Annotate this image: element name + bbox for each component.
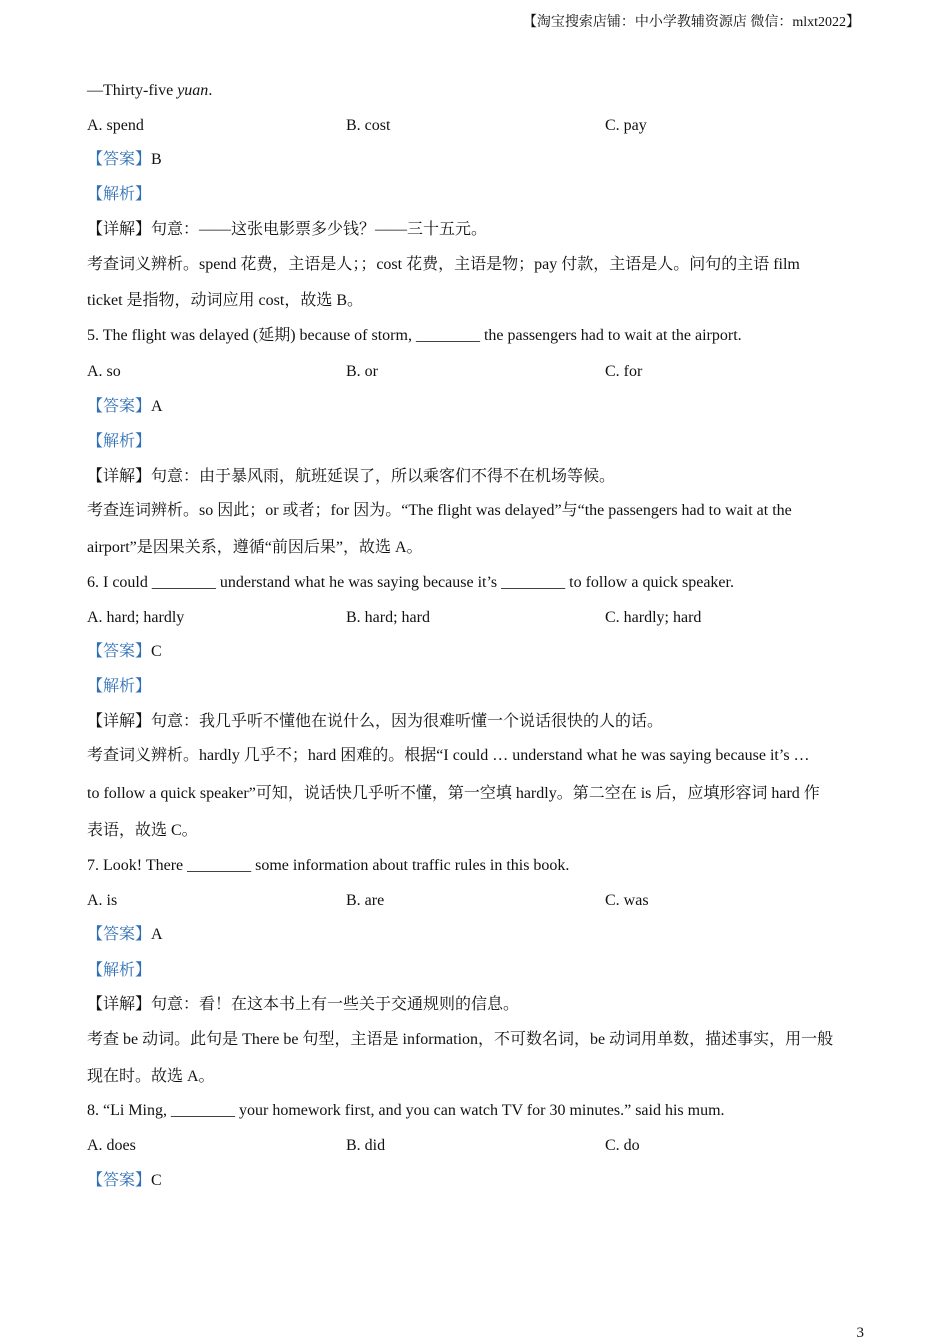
q5-analysis: [87, 432, 151, 452]
q7-explanation-2: 现在时。故选 A。: [87, 1068, 215, 1085]
page-number: 3: [856, 1325, 864, 1341]
q4-answer-value: B: [151, 151, 162, 168]
answer-tag: 【答案】: [87, 1172, 152, 1189]
q6-explanation-1: 考查词义辨析。hardly 几乎不；hard 困难的。根据“I could … understand what he was saying because it’s …: [87, 747, 810, 764]
q5-option-b: B. or: [346, 363, 378, 380]
q6-option-a: A. hard; hardly: [87, 609, 185, 626]
q7-detail: 【详解】句意：看！在这本书上有一些关于交通规则的信息。: [87, 996, 520, 1013]
answer-tag: 【答案】: [87, 643, 152, 660]
q5-option-a: A. so: [87, 363, 121, 380]
q4-option-c: C. pay: [605, 117, 647, 134]
q7-question: 7. Look! There ________ some information about traffic rules in this book.: [87, 857, 570, 874]
q6-explanation-3: 表语，故选 C。: [87, 822, 198, 839]
page-header: 【淘宝搜索店铺：中小学教辅资源店 微信：mlxt2022】: [522, 15, 860, 30]
q8-question: 8. “Li Ming, ________ your homework first, and you can watch TV for 30 minutes.” said his mum.: [87, 1102, 725, 1119]
q5-explanation-2: airport”是因果关系，遵循“前因后果”，故选 A。: [87, 539, 423, 556]
q7-explanation-1: 考查 be 动词。此句是 There be 句型，主语是 information，不可数名词，be 动词用单数，描述事实，用一般: [87, 1031, 834, 1048]
q4-answer-line-prefix: —Thirty-five: [87, 82, 178, 99]
q4-answer: [87, 150, 162, 170]
q8-option-b: B. did: [346, 1137, 386, 1154]
q5-detail: 【详解】句意：由于暴风雨，航班延误了，所以乘客们不得不在机场等候。: [87, 468, 616, 485]
q5-explanation-1: 考查连词辨析。so 因此；or 或者；for 因为。“The flight was delayed”与“the passengers had to wait at the: [87, 502, 792, 519]
q5-answer-value: A: [151, 398, 163, 415]
q5-answer: [87, 397, 163, 417]
q7-answer: [87, 925, 163, 945]
q5-option-c: C. for: [605, 363, 643, 380]
q4-answer-line-suffix: .: [208, 82, 213, 99]
q8-answer-value: C: [151, 1172, 162, 1189]
q6-answer: [87, 642, 162, 662]
analysis-tag: 【解析】: [87, 962, 152, 979]
q4-answer-line-italic: yuan: [177, 82, 209, 99]
q4-detail: 【详解】句意：——这张电影票多少钱？——三十五元。: [87, 221, 488, 238]
q8-option-a: A. does: [87, 1137, 136, 1154]
q6-explanation-2: to follow a quick speaker”可知，说话快几乎听不懂，第一空填 hardly。第二空在 is 后，应填形容词 hard 作: [87, 785, 820, 802]
q7-option-b: B. are: [346, 892, 385, 909]
q6-option-b: B. hard; hard: [346, 609, 430, 626]
q6-question: 6. I could ________ understand what he was saying because it’s ________ to follow a quick speaker.: [87, 574, 734, 591]
q4-explanation-2: ticket 是指物，动词应用 cost，故选 B。: [87, 292, 363, 309]
q4-analysis: [87, 185, 151, 205]
answer-tag: 【答案】: [87, 926, 152, 943]
q7-option-a: A. is: [87, 892, 118, 909]
q6-analysis: [87, 677, 151, 697]
answer-tag: 【答案】: [87, 151, 152, 168]
q7-option-c: C. was: [605, 892, 649, 909]
q6-detail: 【详解】句意：我几乎听不懂他在说什么，因为很难听懂一个说话很快的人的话。: [87, 713, 664, 730]
q5-question: 5. The flight was delayed (延期) because of storm, ________ the passengers had to wait at the airport.: [87, 327, 742, 344]
q4-explanation-1: 考查词义辨析。spend 花费，主语是人；；cost 花费，主语是物；pay 付款，主语是人。问句的主语 film: [87, 256, 800, 273]
analysis-tag: 【解析】: [87, 678, 152, 695]
q8-answer: [87, 1171, 162, 1191]
analysis-tag: 【解析】: [87, 433, 152, 450]
q6-answer-value: C: [151, 643, 162, 660]
q4-option-b: B. cost: [346, 117, 391, 134]
answer-tag: 【答案】: [87, 398, 152, 415]
q8-option-c: C. do: [605, 1137, 640, 1154]
q7-answer-value: A: [151, 926, 163, 943]
q4-option-a: A. spend: [87, 117, 144, 134]
q7-analysis: [87, 961, 151, 981]
q4-answer-line: [87, 81, 212, 101]
q6-option-c: C. hardly; hard: [605, 609, 702, 626]
analysis-tag: 【解析】: [87, 186, 152, 203]
